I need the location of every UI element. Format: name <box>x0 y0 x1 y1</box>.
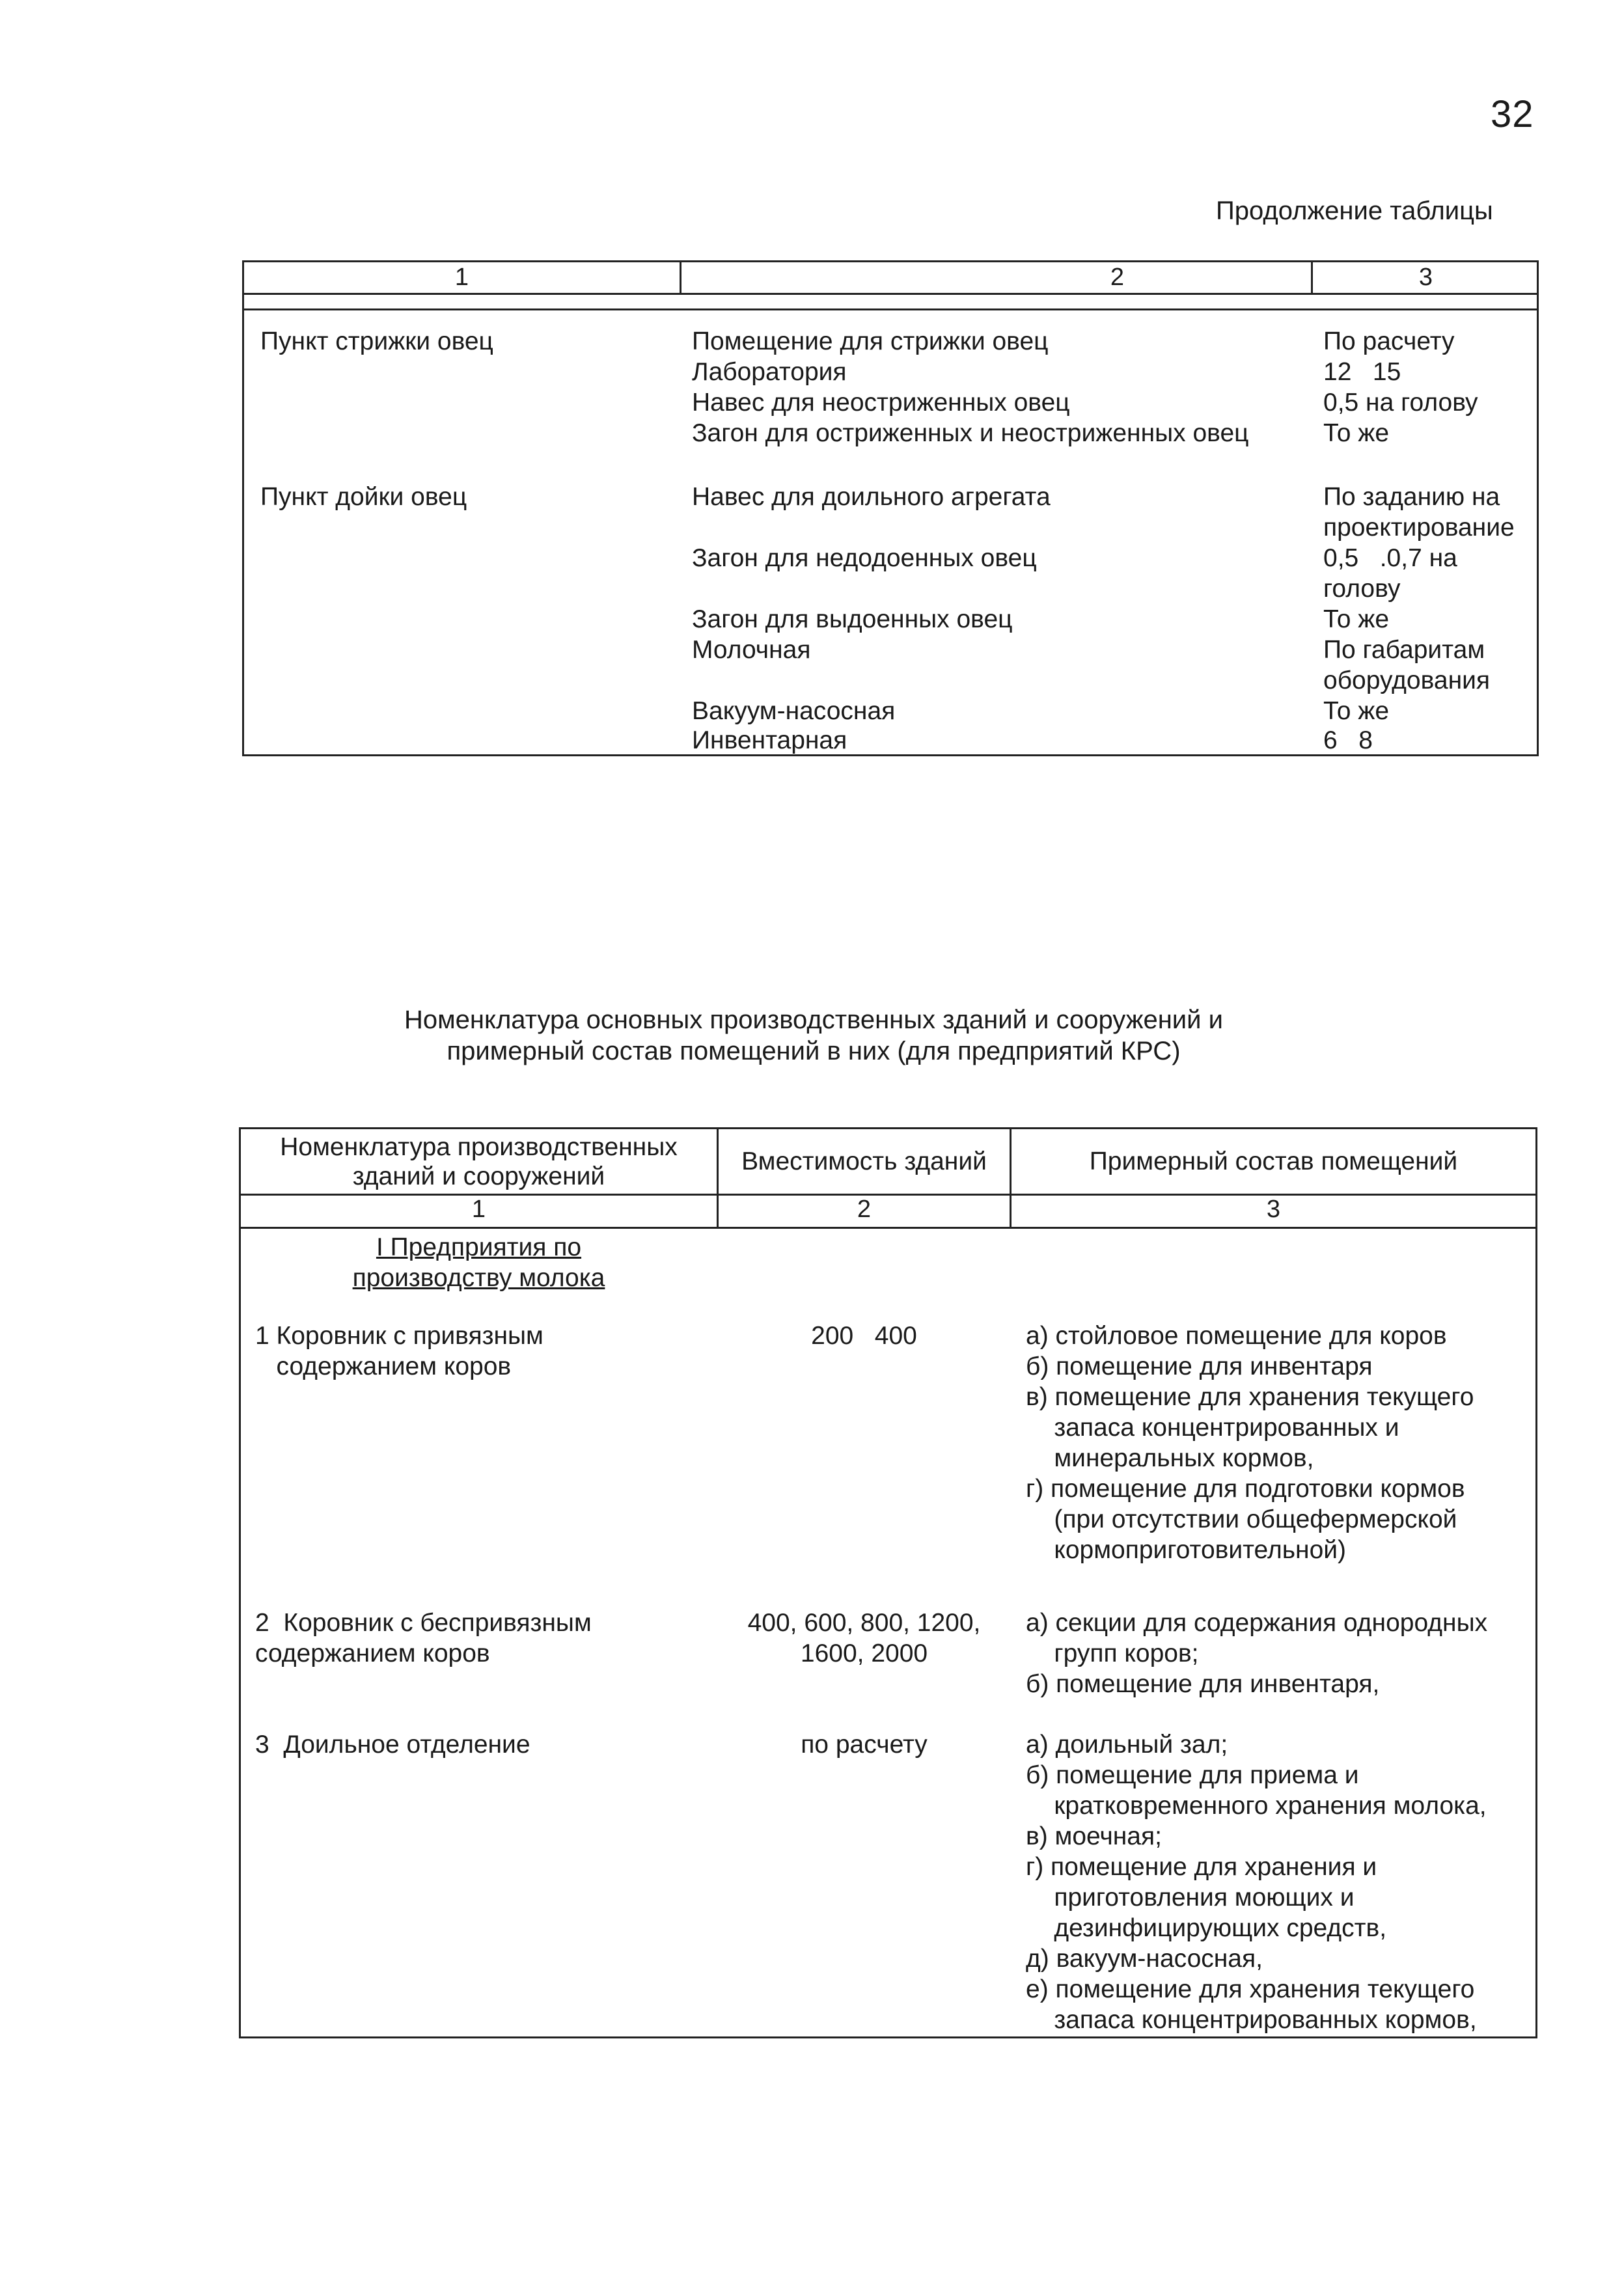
title-line-2: примерный состав помещений в них (для предприятий КРС) <box>447 1037 1181 1065</box>
column-number-2: 2 <box>857 1196 872 1223</box>
room-norm: 0,5 на голову <box>1323 389 1478 417</box>
column-number-3: 3 <box>1266 1196 1281 1223</box>
room-norm: 12 15 <box>1323 358 1401 386</box>
building-capacity: по расчету <box>801 1731 928 1759</box>
room-name: Навес для доильного агрегата <box>692 483 1051 511</box>
room-norm: По заданию на проектирование <box>1323 483 1515 541</box>
header-col-2: Вместимость зданий <box>741 1147 987 1175</box>
header-spacer <box>244 295 1537 310</box>
building-capacity: 200 400 <box>811 1322 917 1350</box>
room-norm: 6 8 <box>1323 726 1373 754</box>
rooms-composition: а) доильный зал; б) помещение для приема и кратковременного хранения молока, в) моечная; г) помещение для хранения и приготовления моющих и дезинфицирующих средств, д) вакуум-насосная, е) помещение для хранения текущего запаса концентрированных кормов, <box>1026 1731 1487 2034</box>
header-col-1: 1 <box>454 264 469 291</box>
building-name: 2 Коровник с беспривязным содержанием коров <box>255 1609 592 1667</box>
header-col-2: 2 <box>1110 264 1125 291</box>
header-col-3: 3 <box>1418 264 1433 291</box>
page-number: 32 <box>1491 93 1534 135</box>
room-norm: 0,5 .0,7 на голову <box>1323 544 1457 603</box>
room-norm: То же <box>1323 605 1390 633</box>
header-col-1: Номенклатура производственных зданий и сооружений <box>280 1132 678 1190</box>
table-header-row <box>244 262 1537 295</box>
column-number-1: 1 <box>471 1196 486 1223</box>
room-norm: То же <box>1323 419 1390 447</box>
room-name: Молочная <box>692 636 811 664</box>
building-name: 3 Доильное отделение <box>255 1731 530 1759</box>
room-name: Загон для выдоенных овец <box>692 605 1013 633</box>
room-norm: То же <box>1323 697 1390 725</box>
building-name: 1 Коровник с привязным содержанием коров <box>255 1322 544 1380</box>
header-col-3: Примерный состав помещений <box>1089 1147 1458 1175</box>
room-name: Инвентарная <box>692 726 847 754</box>
table-row-item: Пункт дойки овец <box>260 483 467 511</box>
table-row-item: Пункт стрижки овец <box>260 327 493 355</box>
room-name: Загон для недодоенных овец <box>692 544 1037 572</box>
continuation-table <box>242 260 1539 756</box>
building-capacity: 400, 600, 800, 1200, 1600, 2000 <box>747 1609 981 1667</box>
room-name: Загон для остриженных и неостриженных овец <box>692 419 1249 447</box>
header-rule <box>241 1227 1535 1229</box>
section-heading: I Предприятия по производству молока <box>352 1233 605 1292</box>
room-name: Помещение для стрижки овец <box>692 327 1049 355</box>
room-norm: По габаритам оборудования <box>1323 636 1491 694</box>
room-norm: По расчету <box>1323 327 1455 355</box>
nomenclature-table <box>239 1127 1537 2038</box>
rooms-composition: а) стойловое помещение для коров б) помещение для инвентаря в) помещение для хранения текущего запаса концентрированных и минеральных кормов, г) помещение для подготовки кормов (при отсутствии общефермерской кормоприготовительной) <box>1026 1322 1474 1564</box>
room-name: Навес для неостриженных овец <box>692 389 1070 417</box>
continuation-label: Продолжение таблицы <box>1216 197 1493 225</box>
rooms-composition: а) секции для содержания однородных групп коров; б) помещение для инвентаря, <box>1026 1609 1488 1698</box>
room-name: Лаборатория <box>692 358 847 386</box>
title-line-1: Номенклатура основных производственных зданий и сооружений и <box>404 1006 1223 1034</box>
room-name: Вакуум-насосная <box>692 697 896 725</box>
table-title <box>195 1004 1432 1067</box>
